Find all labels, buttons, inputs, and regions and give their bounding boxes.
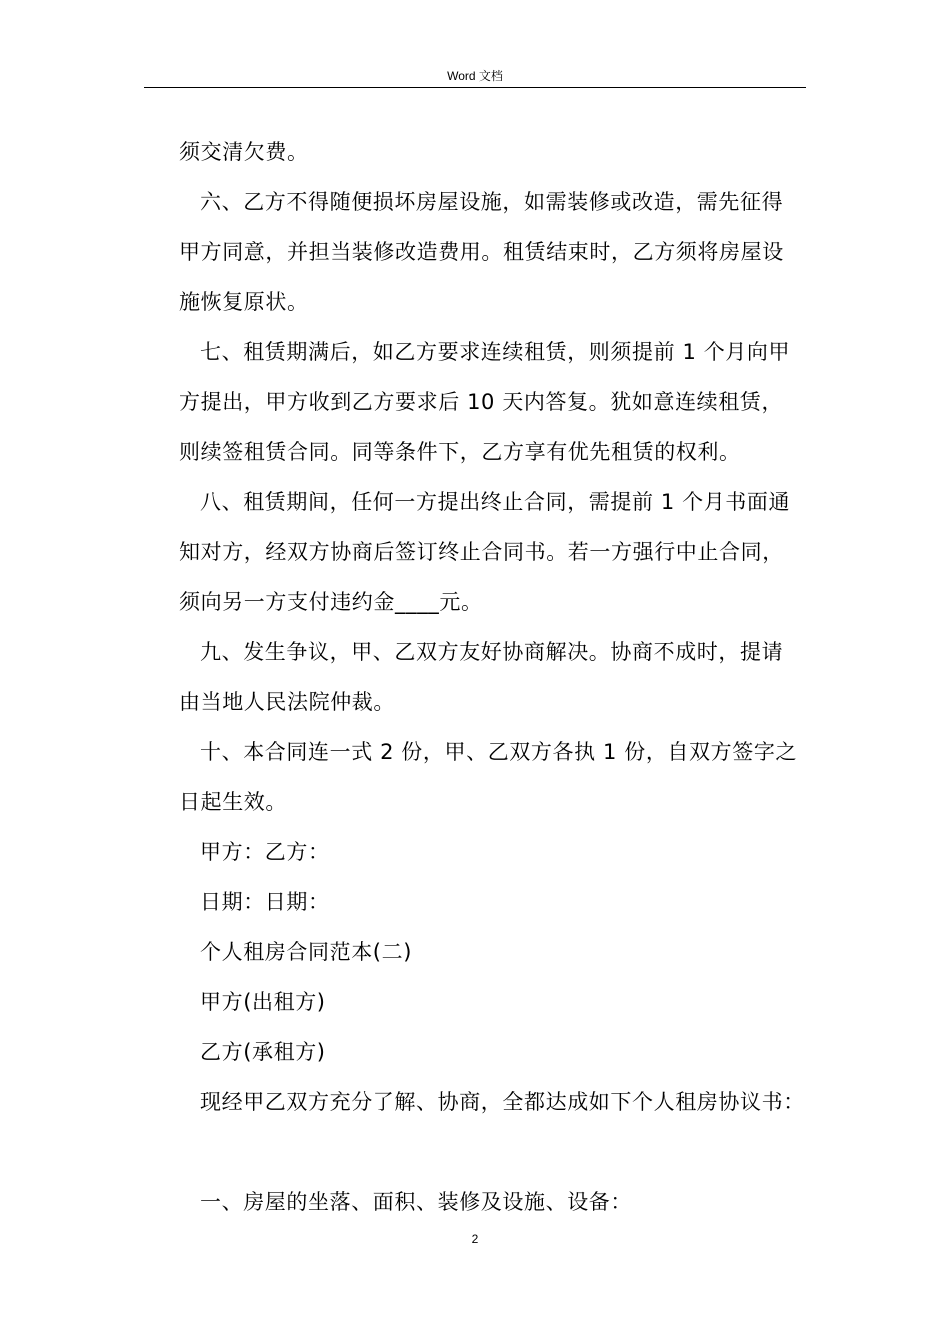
paragraph-line: 六、乙方不得随便损坏房屋设施，如需装修或改造，需先征得 (200, 190, 784, 214)
signature-party-line: 甲方：乙方： (200, 840, 330, 864)
page-header: Word 文档 (447, 69, 503, 83)
party-b-line: 乙方(承租方) (200, 1040, 326, 1064)
signature-date-line: 日期：日期： (200, 890, 330, 914)
paragraph-line: 现经甲乙双方充分了解、协商，全都达成如下个人租房协议书： (200, 1090, 805, 1114)
paragraph-line: 甲方同意，并担当装修改造费用。租赁结束时，乙方须将房屋设 (179, 240, 784, 264)
paragraph-line: 八、租赁期间，任何一方提出终止合同，需提前 1 个月书面通 (200, 490, 791, 514)
paragraph-line: 九、发生争议，甲、乙双方友好协商解决。协商不成时，提请 (200, 640, 784, 664)
paragraph-line: 知对方，经双方协商后签订终止合同书。若一方强行中止合同， (179, 540, 784, 564)
paragraph-line: 七、租赁期满后，如乙方要求连续租赁，则须提前 1 个月向甲 (200, 340, 791, 364)
blank-line (179, 1127, 809, 1177)
paragraph-line: 施恢复原状。 (179, 290, 309, 314)
paragraph-line: 由当地人民法院仲裁。 (179, 690, 395, 714)
document-body (179, 127, 809, 1227)
paragraph-line: 须向另一方支付违约金____元。 (179, 590, 483, 614)
paragraph-line: 则续签租赁合同。同等条件下，乙方享有优先租赁的权利。 (179, 440, 741, 464)
paragraph-line: 日起生效。 (179, 790, 287, 814)
section-title: 个人租房合同范本(二) (200, 940, 412, 964)
page-number: 2 (471, 1232, 479, 1246)
clause-heading: 一、房屋的坐落、面积、装修及设施、设备： (200, 1190, 632, 1214)
party-a-line: 甲方(出租方) (200, 990, 326, 1014)
header-divider (144, 87, 806, 88)
paragraph-line: 须交清欠费。 (179, 140, 309, 164)
paragraph-line: 方提出，甲方收到乙方要求后 10 天内答复。犹如意连续租赁， (179, 390, 784, 414)
paragraph-line: 十、本合同连一式 2 份，甲、乙双方各执 1 份，自双方签字之 (200, 740, 798, 764)
